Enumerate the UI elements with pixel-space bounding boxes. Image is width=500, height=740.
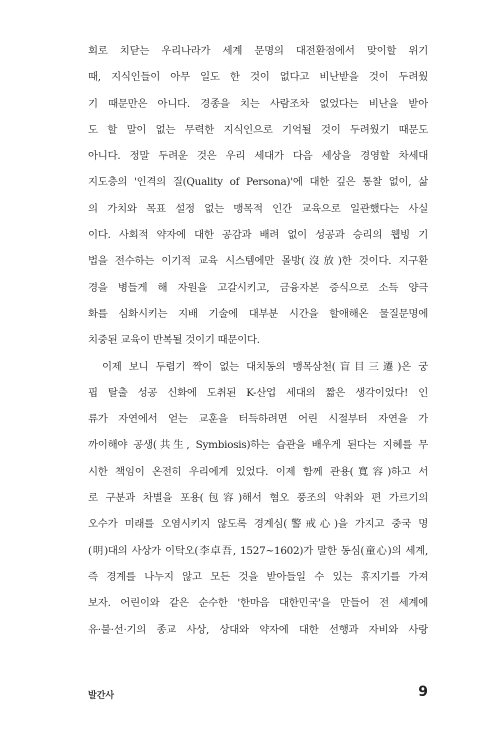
text-line: 류가 자연에서 얻는 교훈을 터득하려면 어린 시절부터 자연을 가	[88, 413, 428, 426]
text-line: 회로 치닫는 우리나라가 세계 문명의 대전환점에서 맞이할 위기	[88, 45, 428, 57]
text-line: 보자. 어린이와 같은 순수한 '한마음 대한민국'을 만들어 전 세계에	[88, 597, 428, 610]
text-line: 유·불·선·기의 종교 사상, 상대와 약자에 대한 선행과 자비와 사랑	[88, 623, 428, 636]
text-line: 이다. 사회적 약자에 대한 공감과 배려 없이 성공과 승리의 웹빙 기	[88, 229, 428, 242]
text-line: 즉 경계를 나누지 않고 모든 것을 받아들일 수 있는 휴지기를 가져	[88, 570, 428, 583]
body-text	[88, 38, 428, 643]
footer-section-title: 발간사	[88, 691, 115, 701]
text-line: 아니다. 정말 두려운 것은 우리 세대가 다음 세상을 경영할 차세대	[88, 150, 428, 163]
text-line: (明)대의 사상가 이탁오(李卓吾, 1527~1602)가 말한 동심(童心)의 세계,	[88, 544, 428, 557]
text-line: 법을 전수하는 이기적 교육 시스템에만 몰방(沒放)한 것이다. 지구환	[88, 255, 428, 268]
text-line: 기 때문만은 아니다. 경종을 치는 사람조차 없었다는 비난을 받아	[88, 97, 428, 110]
text-line: 경을 병들게 해 자원을 고갈시키고, 금융자본 증식으로 소득 양극	[88, 281, 428, 294]
text-line: 화를 심화시키는 지배 기술에 대부분 시간을 할애해온 물질문명에	[88, 307, 428, 320]
text-line: 오수가 미래를 오염시키지 않도록 경계심(警戒心)을 가지고 중국 명	[88, 518, 428, 531]
text-line: 시한 책임이 온전히 우리에게 있었다. 이제 함께 관용(寬容)하고 서	[88, 465, 428, 478]
text-line: 지도층의 '인격의 질(Quality of Persona)'에 대한 깊은 통찰 없이, 삶	[88, 176, 428, 189]
text-line: 도 할 말이 없는 무력한 지식인으로 기억될 것이 두려웠기 때문도	[88, 123, 428, 136]
text-line: 때, 지식인들이 아무 일도 한 것이 없다고 비난받을 것이 두려웠	[88, 71, 428, 84]
text-line: 의 가치와 목표 설정 없는 맹목적 인간 교육으로 일관했다는 사실	[88, 202, 428, 215]
page-number: 9	[418, 684, 428, 700]
text-line: 핍 탈출 성공 신화에 도취된 K-산업 세대의 짧은 생각이었다! 인	[88, 386, 428, 399]
text-line: 까이해야 공생(共生, Symbiosis)하는 습관을 배우게 된다는 지혜를 무	[88, 439, 428, 452]
text-line: 이제 보니 두렵기 짝이 없는 대치동의 맹목삼천(盲目三遷)은 궁	[102, 360, 428, 373]
text-line: 치중된 교육이 반복될 것이기 때문이다.	[88, 334, 260, 347]
text-line: 로 구분과 차별을 포용(包容)해서 혐오 풍조의 악취와 편 가르기의	[88, 492, 428, 505]
